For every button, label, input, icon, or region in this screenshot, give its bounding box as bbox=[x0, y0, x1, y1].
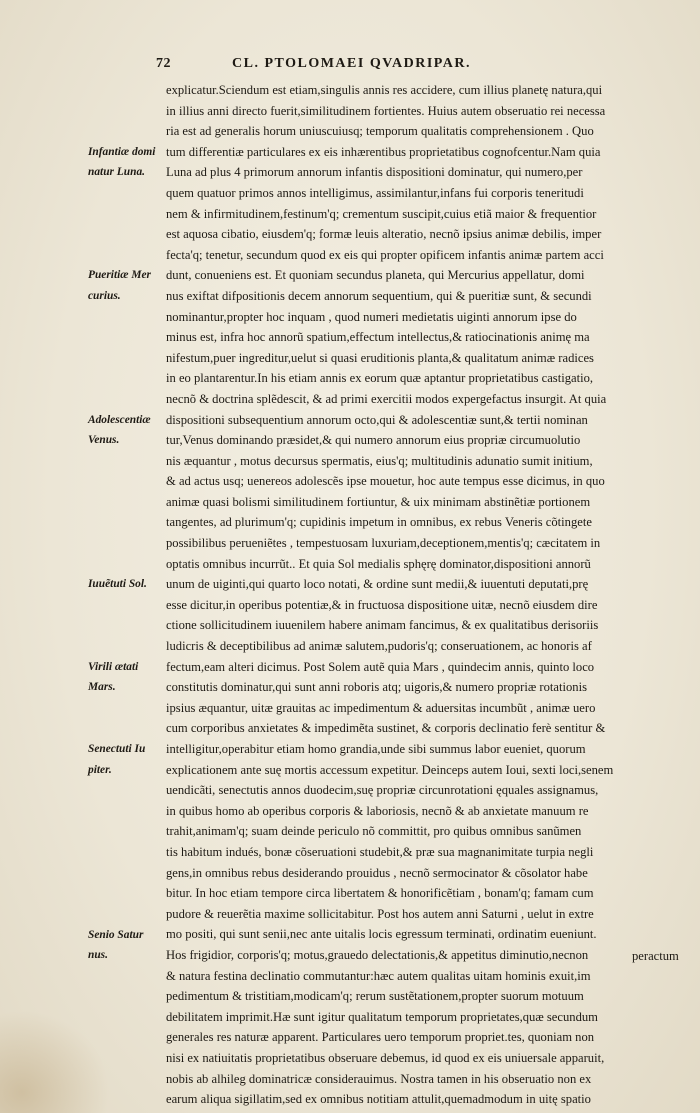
paper-stain bbox=[0, 1010, 110, 1113]
text-line: tangentes, ad plurimum'q; cupidinis impetum in omnibus, ex rebus Veneris cõtingete bbox=[166, 515, 592, 530]
text-line: pedimentum & tristitiam,modicam'q; rerum sustẽtationem,propter suorum motuum bbox=[166, 989, 584, 1004]
text-line: ria est ad generalis horum uniuscuiusq; temporum qualitatis comprehensionem . Quo bbox=[166, 124, 594, 139]
text-line: Luna ad plus 4 primorum annorum infantis dispositioni dominatur, qui numero,per bbox=[166, 165, 583, 180]
text-line: ludicris & deceptibilibus ad animæ salutem,pudoris'q; conseruationem, ac honoris af bbox=[166, 639, 592, 654]
text-line: optatis omnibus incurrũt.. Et quia Sol medialis sphęrę dominator,dispositioni annorũ bbox=[166, 556, 591, 571]
text-line: & ad actus usq; uenereos adolescẽs ipse mouetur, hoc aute tempus esse dicimus, in quo bbox=[166, 474, 605, 489]
text-line: nisi ex natiuitatis proprietatibus obseruare debemus, id quod ex eis uniuersale apparuit, bbox=[166, 1050, 605, 1065]
text-line: trahit,animam'q; suam deinde periculo nõ committit, pro quibus omnibus sanũmen bbox=[166, 824, 582, 839]
text-line: nis æquantur , motus decursus spermatis, eius'q; multitudinis adunatio sumit initium, bbox=[166, 453, 593, 468]
text-line: debilitatem imprimit.Hæ sunt igitur qualitatum temporum proprietates,quæ secundum bbox=[166, 1009, 598, 1024]
text-line: esse dicitur,in operibus potentiæ,& in fructuosa dispositione uitæ, necnõ eiusdem dire bbox=[166, 597, 598, 612]
text-line: uendicãti, senectutis annos duodecim,suę propriæ circunrotationi ęquales assignamus, bbox=[166, 783, 599, 798]
margin-note: Senio Satur bbox=[88, 928, 144, 941]
margin-note: Mars. bbox=[88, 681, 116, 694]
margin-note: Adolescentiæ bbox=[88, 413, 151, 426]
margin-note: Iuuẽtuti Sol. bbox=[88, 578, 147, 591]
text-line: constitutis dominatur,qui sunt anni roboris atq; uigoris,& numero propriæ rotationis bbox=[166, 680, 587, 695]
text-line: bitur. In hoc etiam tempore circa libertatem & honorificẽtiam , bonam'q; famam cum bbox=[166, 886, 594, 901]
text-line: in quibus homo ab operibus corporis & laboriosis, necnõ & ab anxietate manuum re bbox=[166, 803, 589, 818]
text-line: gens,in omnibus rebus desiderando prouidus , necnõ sermocinator & cõsolator habe bbox=[166, 865, 588, 880]
margin-note: natur Luna. bbox=[88, 166, 145, 179]
text-line: ctione sollicitudinem iuuenilem habere animam fancimus, & ex qualitatibus derisoriis bbox=[166, 618, 599, 633]
folio-number: 72 bbox=[156, 56, 171, 71]
margin-note: Venus. bbox=[88, 434, 120, 447]
margin-note: nus. bbox=[88, 949, 108, 962]
text-line: cum corporibus anxietates & impedimẽta sustinet, & corporis declinatio ferè sentitur & bbox=[166, 721, 606, 736]
text-line: unum de uiginti,qui quarto loco notati, & ordine sunt medii,& iuuentuti deputati,prę bbox=[166, 577, 589, 592]
text-line: nobis ab alhileg dominatricæ considerauimus. Nostra tamen in his obseruatio non ex bbox=[166, 1071, 592, 1086]
main-text-block bbox=[166, 80, 684, 1110]
text-line: pudore & reuerẽtia maxime sollicitabitur. Post hos autem anni Saturni , uelut in extre bbox=[166, 906, 594, 921]
margin-note: curius. bbox=[88, 290, 121, 302]
text-line: intelligitur,operabitur etiam homo grandia,unde sibi summus labor eueniet, quorum bbox=[166, 742, 586, 756]
text-line: animæ quasi bolismi similitudinem fortiuntur, & uix minimam abstinẽtiæ portionem bbox=[166, 494, 591, 509]
text-line: explicatur.Sciendum est etiam,singulis annis res accidere, cum illius planetę natura,qui bbox=[166, 83, 603, 97]
text-line: nominantur,propter hoc inquam , quod numeri medietatis uiginti annorum ipse do bbox=[166, 309, 577, 324]
text-line: in illius anni directo fuerit,similitudinem fortientes. Huius autem obseruatio rei necessa bbox=[166, 103, 606, 118]
text-line: tis habitum indués, bonæ cõseruationi studebit,& præ sua magnanimitate turpia negli bbox=[166, 844, 594, 859]
text-line: fecta'q; tenetur, secundum quod ex eis qui propter opificem infantis animæ partem acci bbox=[166, 247, 604, 262]
margin-note: Infantiæ domi bbox=[88, 145, 156, 158]
text-line: tur,Venus dominando præsidet,& qui numero annorum eius propriæ circumuolutio bbox=[166, 433, 581, 448]
text-line: mo positi, qui sunt senii,nec ante uitalis locis egressum terminati, ordinatim eueniunt. bbox=[166, 927, 597, 942]
running-head: CL. PTOLOMAEI QVADRIPAR. bbox=[232, 56, 472, 71]
text-line: necnõ & doctrina splẽdescit, & ad primi exercitii modos expergefactus insurgit. At quia bbox=[166, 391, 607, 406]
text-line: quem quatuor primos annos intelligimus, assimilantur,infans fui corporis teneritudi bbox=[166, 185, 584, 200]
text-line: & natura festina declinatio commutantur:hæc autem qualitas uitam hominis exuit,im bbox=[166, 968, 591, 983]
margin-note: Pueritiæ Mer bbox=[88, 269, 151, 282]
text-line: dunt, conueniens est. Et quoniam secundus planeta, qui Mercurius appellatur, domi bbox=[166, 268, 585, 283]
text-line: ipsius æquantur, uitæ grauitas ac impedimentum & aduersitas incumbũt , animæ uero bbox=[166, 700, 596, 715]
margin-note: Virili ætati bbox=[88, 660, 139, 673]
text-line: in eo plantarentur.In his etiam annis ex eorum quæ aptantur proprietatibus castigatio, bbox=[166, 371, 594, 386]
text-line: nem & infirmitudinem,festinum'q; crementum suscipit,cuius etiã maior & frequentior bbox=[166, 206, 597, 221]
margin-note: piter. bbox=[88, 763, 112, 776]
margin-note: Senectuti Iu bbox=[88, 743, 146, 756]
text-line: fectum,eam alteri dicimus. Post Solem autẽ quia Mars , quindecim annis, quinto loco bbox=[166, 659, 595, 674]
text-line: nus exiftat difpositionis decem annorum sequentium, qui & pueritiæ sunt, & secundi bbox=[166, 288, 592, 303]
text-line: explicationem ante suę mortis accessum expetitur. Deinceps autem Ioui, sexti loci,senem bbox=[166, 762, 614, 777]
text-line: est aquosa cibatio, eiusdem'q; formæ leuis alteratio, necnõ ipsius animæ debilis, imper bbox=[166, 227, 602, 242]
text-line: possibilibus perueniẽtes , tempestuosam luxuriam,deceptionem,mentis'q; cæcitatem in bbox=[166, 536, 601, 551]
text-line: minus est, infra hoc annorũ spatium,effectum intellectus,& ratiocinationis animę ma bbox=[166, 330, 590, 345]
text-line: dispositioni subsequentium annorum octo,qui & adolescentiæ sunt,& tertii nominan bbox=[166, 412, 588, 427]
text-line: nifestum,puer ingreditur,uelut si quasi eruditionis planta,& qualitatum animæ radices bbox=[166, 350, 594, 365]
text-line: earum aliqua sigillatim,sed ex omnibus notitiam attulit,quemadmodum in uitę spatio bbox=[166, 1092, 591, 1107]
text-line: tum differentiæ particulares ex eis inhærentibus proprietatibus cognofcentur.Nam quia bbox=[166, 144, 601, 159]
text-line: generales res naturæ apparent. Particulares uero temporum propriet.tes, quoniam non bbox=[166, 1030, 595, 1045]
page-header bbox=[0, 56, 700, 78]
text-line: Hos frigidior, corporis'q; motus,grauedo delectationis,& appetitus diminutio,necnon bbox=[166, 947, 589, 962]
catchword: peractum bbox=[632, 949, 679, 963]
